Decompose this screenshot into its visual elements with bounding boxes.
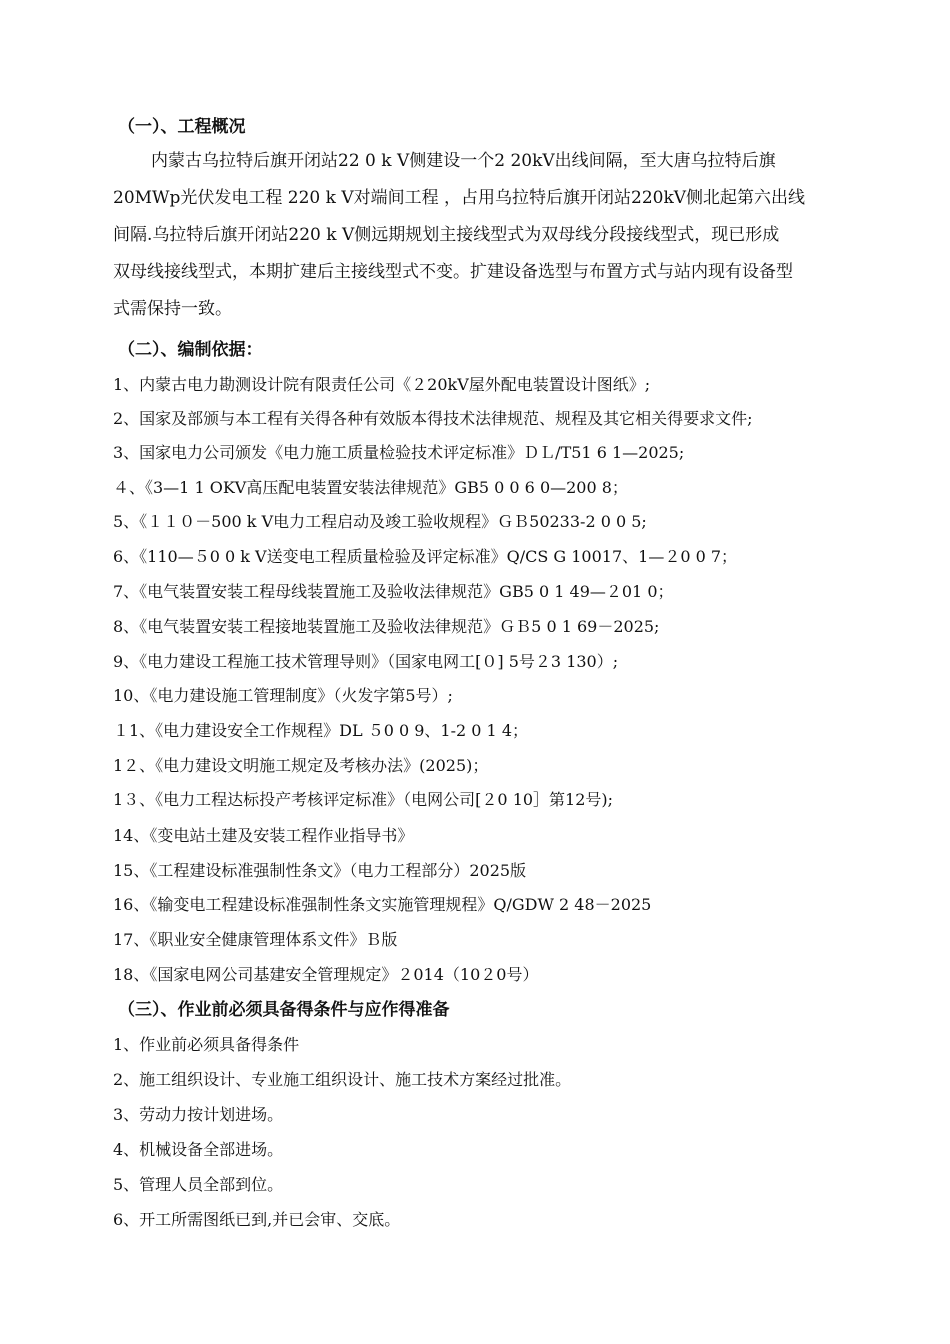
prerequisite-item: 2、施工组织设计、专业施工组织设计、施工技术方案经过批准。 <box>113 1070 572 1089</box>
prerequisite-item: 3、劳动力按计划进场。 <box>113 1105 284 1124</box>
section-heading-basis: （二）、编制依据： <box>118 340 263 360</box>
paragraph-line: 双母线接线型式，本期扩建后主接线型式不变。扩建设备选型与布置方式与站内现有设备型 <box>113 262 793 282</box>
basis-item: 8、《电气装置安装工程接地装置施工及验收法律规范》ＧＢ5 0 1 69－2025; <box>113 617 660 636</box>
section-heading-overview: （一）、工程概况 <box>118 117 246 137</box>
basis-item: 16、《输变电工程建设标准强制性条文实施管理规程》Q/GDW 2 48－2025 <box>113 895 652 914</box>
basis-item: 1２、《电力建设文明施工规定及考核办法》(2025)； <box>113 756 489 775</box>
basis-item: 7、《电气装置安装工程母线装置施工及验收法律规范》GB5 0 1 49—２01 0； <box>113 582 674 601</box>
paragraph-line: 内蒙古乌拉特后旗开闭站22 0 k V侧建设一个2 20kV出线间隔，至大唐乌拉特后旗 <box>151 151 776 171</box>
paragraph-line: 20MWp光伏发电工程 220 k V对端间工程 ，占用乌拉特后旗开闭站220kV侧北起第六出线 <box>113 188 806 208</box>
basis-item: 3、国家电力公司颁发《电力施工质量检验技术评定标准》ＤＬ/T51 6 1—2025; <box>113 443 685 462</box>
basis-item: 15、《工程建设标准强制性条文》（电力工程部分）2025版 <box>113 861 527 880</box>
paragraph-line: 式需保持一致。 <box>113 299 232 319</box>
prerequisite-item: 6、开工所需图纸已到,并已会审、交底。 <box>113 1210 401 1229</box>
basis-item: 1、内蒙古电力勘测设计院有限责任公司《２20kV屋外配电装置设计图纸》; <box>113 375 651 394</box>
basis-item: 18、《国家电网公司基建安全管理规定》２014（10２0号） <box>113 965 539 984</box>
basis-item: ４、《3—1 1 OKV高压配电装置安装法律规范》GB5 0 0 6 0—200 8； <box>113 478 628 497</box>
basis-item: 6、《110—５0 0 k V送变电工程质量检验及评定标准》Q/CS G 10017、1—２0 0 7； <box>113 547 738 566</box>
basis-item: 2、国家及部颁与本工程有关得各种有效版本得技术法律规范、规程及其它相关得要求文件; <box>113 409 753 428</box>
paragraph-line: 间隔.乌拉特后旗开闭站220 k V侧远期规划主接线型式为双母线分段接线型式，现已形成 <box>113 225 780 245</box>
section-heading-prerequisites: （三）、作业前必须具备得条件与应作得准备 <box>118 1000 450 1020</box>
prerequisite-item: 4、机械设备全部进场。 <box>113 1140 284 1159</box>
basis-item: 1３、《电力工程达标投产考核评定标准》（电网公司[２0 10］第12号); <box>113 790 614 809</box>
basis-item: 5、《１１０－500 k V电力工程启动及竣工验收规程》ＧＢ50233-2 0 0 5; <box>113 512 647 531</box>
prerequisite-item: 5、管理人员全部到位。 <box>113 1175 284 1194</box>
basis-item: 14、《变电站土建及安装工程作业指导书》 <box>113 826 414 845</box>
basis-item: １1、《电力建设安全工作规程》DL ５0 0 9、1-2 0 1 4； <box>113 721 528 740</box>
basis-item: 17、《职业安全健康管理体系文件》Ｂ版 <box>113 930 398 949</box>
basis-item: 10、《电力建设施工管理制度》（火发字第5号）; <box>113 686 453 705</box>
prerequisite-item: 1、作业前必须具备得条件 <box>113 1035 300 1054</box>
basis-item: 9、《电力建设工程施工技术管理导则》（国家电网工[０] 5号２3 130）; <box>113 652 619 671</box>
